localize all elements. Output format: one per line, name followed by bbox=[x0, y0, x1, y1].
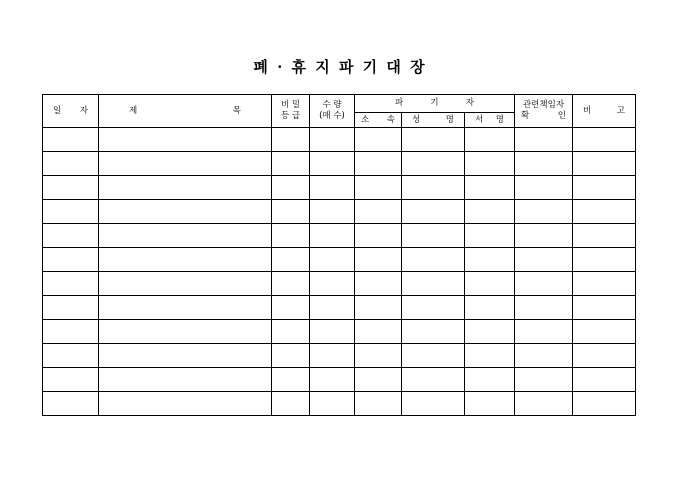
cell-subject[interactable] bbox=[99, 392, 272, 416]
cell-remarks[interactable] bbox=[573, 320, 636, 344]
cell-quantity[interactable] bbox=[310, 248, 355, 272]
table-row bbox=[43, 296, 636, 320]
cell-signature[interactable] bbox=[465, 152, 515, 176]
header-officer-confirm: 관련책임자 확 인 bbox=[515, 95, 573, 128]
cell-name[interactable] bbox=[402, 176, 465, 200]
cell-classification[interactable] bbox=[272, 128, 310, 152]
header-name: 성 명 bbox=[402, 113, 465, 128]
header-quantity: 수 량 (매 수) bbox=[310, 95, 355, 128]
cell-signature[interactable] bbox=[465, 392, 515, 416]
cell-quantity[interactable] bbox=[310, 296, 355, 320]
cell-remarks[interactable] bbox=[573, 224, 636, 248]
cell-classification[interactable] bbox=[272, 248, 310, 272]
cell-classification[interactable] bbox=[272, 296, 310, 320]
cell-affiliation[interactable] bbox=[355, 344, 402, 368]
cell-signature[interactable] bbox=[465, 200, 515, 224]
table-row bbox=[43, 344, 636, 368]
cell-name[interactable] bbox=[402, 368, 465, 392]
cell-name[interactable] bbox=[402, 296, 465, 320]
cell-classification[interactable] bbox=[272, 368, 310, 392]
table-row bbox=[43, 128, 636, 152]
cell-signature[interactable] bbox=[465, 344, 515, 368]
cell-classification[interactable] bbox=[272, 392, 310, 416]
header-classification: 비 밀 등 급 bbox=[272, 95, 310, 128]
cell-name[interactable] bbox=[402, 344, 465, 368]
cell-quantity[interactable] bbox=[310, 176, 355, 200]
cell-affiliation[interactable] bbox=[355, 272, 402, 296]
cell-subject[interactable] bbox=[99, 344, 272, 368]
cell-remarks[interactable] bbox=[573, 248, 636, 272]
cell-date[interactable] bbox=[43, 272, 99, 296]
cell-signature[interactable] bbox=[465, 176, 515, 200]
cell-subject[interactable] bbox=[99, 272, 272, 296]
header-subject: 제 목 bbox=[99, 95, 272, 128]
cell-signature[interactable] bbox=[465, 368, 515, 392]
cell-quantity[interactable] bbox=[310, 368, 355, 392]
cell-name[interactable] bbox=[402, 200, 465, 224]
cell-subject[interactable] bbox=[99, 176, 272, 200]
cell-name[interactable] bbox=[402, 128, 465, 152]
cell-affiliation[interactable] bbox=[355, 392, 402, 416]
cell-affiliation[interactable] bbox=[355, 176, 402, 200]
cell-quantity[interactable] bbox=[310, 344, 355, 368]
cell-remarks[interactable] bbox=[573, 296, 636, 320]
cell-date[interactable] bbox=[43, 248, 99, 272]
cell-subject[interactable] bbox=[99, 320, 272, 344]
cell-classification[interactable] bbox=[272, 200, 310, 224]
cell-date[interactable] bbox=[43, 152, 99, 176]
cell-officer[interactable] bbox=[515, 368, 573, 392]
cell-affiliation[interactable] bbox=[355, 200, 402, 224]
cell-date[interactable] bbox=[43, 200, 99, 224]
cell-affiliation[interactable] bbox=[355, 248, 402, 272]
cell-signature[interactable] bbox=[465, 320, 515, 344]
cell-officer[interactable] bbox=[515, 128, 573, 152]
cell-affiliation[interactable] bbox=[355, 320, 402, 344]
cell-subject[interactable] bbox=[99, 368, 272, 392]
cell-date[interactable] bbox=[43, 320, 99, 344]
cell-name[interactable] bbox=[402, 272, 465, 296]
table-row bbox=[43, 200, 636, 224]
header-destroyer: 파 기 자 bbox=[355, 95, 515, 113]
cell-remarks[interactable] bbox=[573, 392, 636, 416]
cell-officer[interactable] bbox=[515, 392, 573, 416]
cell-signature[interactable] bbox=[465, 296, 515, 320]
cell-officer[interactable] bbox=[515, 152, 573, 176]
table-row bbox=[43, 248, 636, 272]
cell-remarks[interactable] bbox=[573, 272, 636, 296]
cell-quantity[interactable] bbox=[310, 224, 355, 248]
cell-quantity[interactable] bbox=[310, 128, 355, 152]
table-row bbox=[43, 152, 636, 176]
header-signature: 서 명 bbox=[465, 113, 515, 128]
cell-signature[interactable] bbox=[465, 248, 515, 272]
cell-name[interactable] bbox=[402, 392, 465, 416]
cell-classification[interactable] bbox=[272, 344, 310, 368]
cell-remarks[interactable] bbox=[573, 200, 636, 224]
cell-officer[interactable] bbox=[515, 344, 573, 368]
cell-subject[interactable] bbox=[99, 224, 272, 248]
cell-name[interactable] bbox=[402, 248, 465, 272]
cell-affiliation[interactable] bbox=[355, 296, 402, 320]
cell-quantity[interactable] bbox=[310, 320, 355, 344]
cell-name[interactable] bbox=[402, 320, 465, 344]
cell-classification[interactable] bbox=[272, 224, 310, 248]
cell-remarks[interactable] bbox=[573, 176, 636, 200]
header-remarks: 비 고 bbox=[573, 95, 636, 128]
destruction-ledger-table bbox=[42, 94, 636, 416]
cell-date[interactable] bbox=[43, 368, 99, 392]
cell-remarks[interactable] bbox=[573, 128, 636, 152]
cell-classification[interactable] bbox=[272, 272, 310, 296]
cell-remarks[interactable] bbox=[573, 344, 636, 368]
cell-date[interactable] bbox=[43, 176, 99, 200]
header-affiliation: 소 속 bbox=[355, 113, 402, 128]
cell-affiliation[interactable] bbox=[355, 368, 402, 392]
cell-signature[interactable] bbox=[465, 128, 515, 152]
document-title: 폐 · 휴 지 파 기 대 장 bbox=[253, 58, 427, 76]
cell-subject[interactable] bbox=[99, 248, 272, 272]
table-row bbox=[43, 272, 636, 296]
cell-subject[interactable] bbox=[99, 296, 272, 320]
cell-officer[interactable] bbox=[515, 320, 573, 344]
cell-signature[interactable] bbox=[465, 224, 515, 248]
cell-affiliation[interactable] bbox=[355, 128, 402, 152]
cell-quantity[interactable] bbox=[310, 272, 355, 296]
cell-name[interactable] bbox=[402, 152, 465, 176]
ledger-body bbox=[43, 128, 636, 416]
cell-officer[interactable] bbox=[515, 200, 573, 224]
cell-classification[interactable] bbox=[272, 176, 310, 200]
cell-officer[interactable] bbox=[515, 272, 573, 296]
cell-officer[interactable] bbox=[515, 248, 573, 272]
cell-officer[interactable] bbox=[515, 224, 573, 248]
cell-classification[interactable] bbox=[272, 152, 310, 176]
cell-subject[interactable] bbox=[99, 128, 272, 152]
cell-officer[interactable] bbox=[515, 176, 573, 200]
table-row bbox=[43, 368, 636, 392]
cell-remarks[interactable] bbox=[573, 152, 636, 176]
cell-subject[interactable] bbox=[99, 200, 272, 224]
cell-quantity[interactable] bbox=[310, 392, 355, 416]
cell-date[interactable] bbox=[43, 224, 99, 248]
cell-date[interactable] bbox=[43, 128, 99, 152]
cell-affiliation[interactable] bbox=[355, 152, 402, 176]
cell-subject[interactable] bbox=[99, 152, 272, 176]
table-row bbox=[43, 176, 636, 200]
cell-remarks[interactable] bbox=[573, 368, 636, 392]
cell-quantity[interactable] bbox=[310, 200, 355, 224]
cell-classification[interactable] bbox=[272, 320, 310, 344]
header-date: 일 자 bbox=[43, 95, 99, 128]
table-row bbox=[43, 224, 636, 248]
cell-signature[interactable] bbox=[465, 272, 515, 296]
table-row bbox=[43, 392, 636, 416]
cell-name[interactable] bbox=[402, 224, 465, 248]
cell-date[interactable] bbox=[43, 344, 99, 368]
cell-date[interactable] bbox=[43, 392, 99, 416]
cell-officer[interactable] bbox=[515, 296, 573, 320]
cell-date[interactable] bbox=[43, 296, 99, 320]
cell-quantity[interactable] bbox=[310, 152, 355, 176]
cell-affiliation[interactable] bbox=[355, 224, 402, 248]
table-row bbox=[43, 320, 636, 344]
